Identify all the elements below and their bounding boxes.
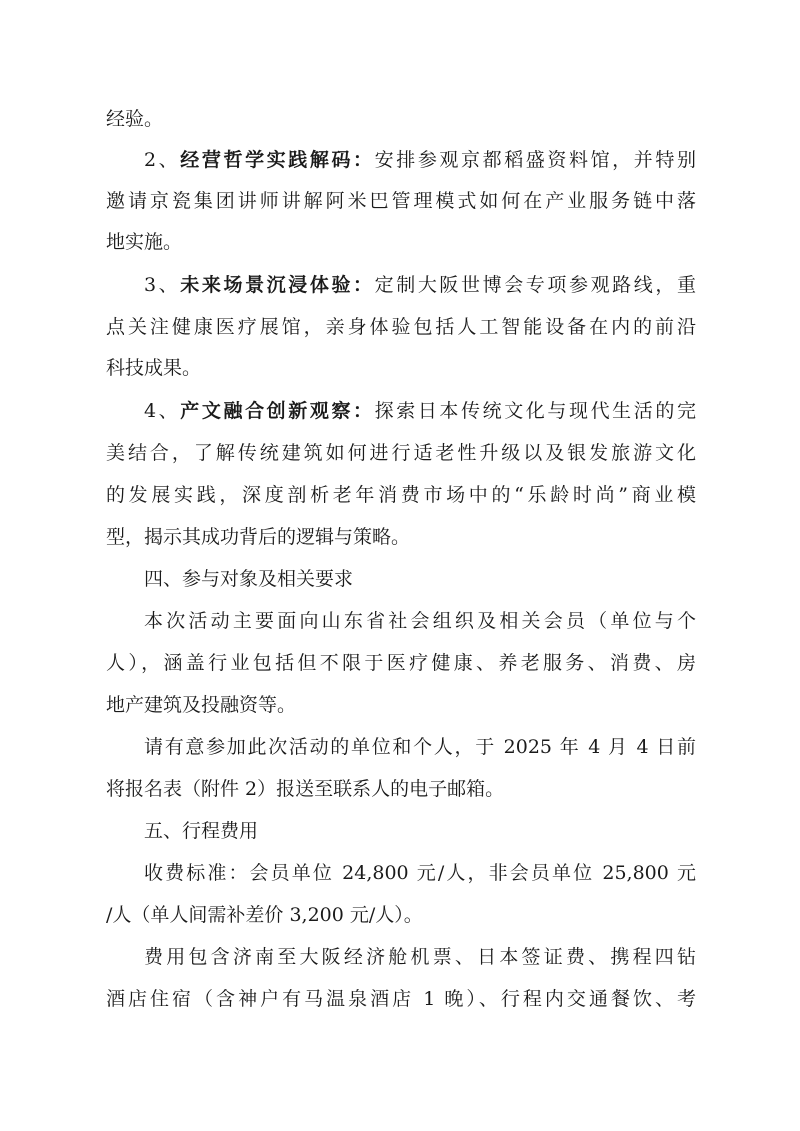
section-4-para-2-text-2: 将报名表（附件 2）报送至联系人的电子邮箱。 [106, 778, 505, 800]
item-2-line-2: 邀请京瓷集团讲师讲解阿米巴管理模式如何在产业服务链中落 [106, 190, 696, 212]
section-4-para-1-line-2 [106, 645, 696, 681]
item-4-number: 4、 [144, 400, 181, 422]
section-5-para-1-text-1: 收费标准：会员单位 24,800 元/人，非会员单位 25,800 元 [144, 862, 696, 884]
section-4-para-1-text-3: 地产建筑及投融资等。 [106, 694, 297, 716]
section-5-para-2-line-1 [144, 939, 696, 975]
item-4-line-3: 的发展实践，深度剖析老年消费市场中的“乐龄时尚”商业模 [106, 484, 696, 506]
section-5-para-1-line-2 [106, 897, 696, 933]
item-3-line-3: 科技成果。 [106, 357, 202, 379]
section-5-para-2-text-1: 费用包含济南至大阪经济舱机票、日本签证费、携程四钻 [144, 946, 696, 968]
section-4-para-1-line-3 [106, 687, 696, 723]
section-4-para-2-line-1 [144, 729, 696, 765]
section-5-para-2-line-2 [106, 981, 696, 1017]
item-2-line-3-row [106, 224, 696, 260]
item-3-line-2-row [106, 309, 696, 345]
item-2-line-1: 安排参观京都稻盛资料馆，并特别 [374, 149, 696, 171]
section-4-heading [144, 561, 696, 597]
item-4-line-2-row [106, 435, 696, 471]
section-5-para-2-text-2: 酒店住宿（含神户有马温泉酒店 1 晚）、行程内交通餐饮、考 [106, 988, 696, 1010]
item-3-number: 3、 [144, 274, 181, 296]
section-4-para-2-line-2 [106, 771, 696, 807]
item-3-line-1: 定制大阪世博会专项参观路线，重 [374, 274, 696, 296]
item-2-line-2-row [106, 183, 696, 219]
section-5-para-1-text-2: /人（单人间需补差价 3,200 元/人）。 [106, 904, 423, 926]
item-4-title: 产文融合创新观察： [180, 400, 375, 422]
item-4-line-1: 探索日本传统文化与现代生活的完 [374, 400, 696, 422]
item-2-line-3: 地实施。 [106, 231, 183, 253]
section-5-para-1-line-1 [144, 855, 696, 891]
item-2-number: 2、 [144, 149, 181, 171]
item-4-line-2: 美结合，了解传统建筑如何进行适老性升级以及银发旅游文化 [106, 442, 696, 464]
item-4-line-4-row [106, 519, 696, 555]
item-4-first-line [144, 393, 696, 429]
section-4-para-1-text-1: 本次活动主要面向山东省社会组织及相关会员（单位与个 [144, 610, 696, 632]
item-4-line-4: 型，揭示其成功背后的逻辑与策略。 [106, 526, 411, 548]
intro-tail-line [106, 101, 696, 137]
section-5-heading-text: 五、行程费用 [144, 820, 259, 842]
item-2-title: 经营哲学实践解码： [180, 149, 375, 171]
section-5-heading [144, 813, 696, 849]
section-4-para-1-line-1 [144, 603, 696, 639]
item-3-first-line [144, 267, 696, 303]
item-3-line-3-row [106, 350, 696, 386]
item-2-first-line [144, 142, 696, 178]
item-3-line-2: 点关注健康医疗展馆，亲身体验包括人工智能设备在内的前沿 [106, 316, 696, 338]
intro-tail-text: 经验。 [106, 108, 164, 130]
section-4-para-1-text-2: 人），涵盖行业包括但不限于医疗健康、养老服务、消费、房 [106, 652, 696, 674]
item-4-line-3-row [106, 477, 696, 513]
section-4-heading-text: 四、参与对象及相关要求 [144, 568, 354, 590]
item-3-title: 未来场景沉浸体验： [180, 274, 375, 296]
section-4-para-2-text-1: 请有意参加此次活动的单位和个人，于 2025 年 4 月 4 日前 [144, 736, 696, 758]
